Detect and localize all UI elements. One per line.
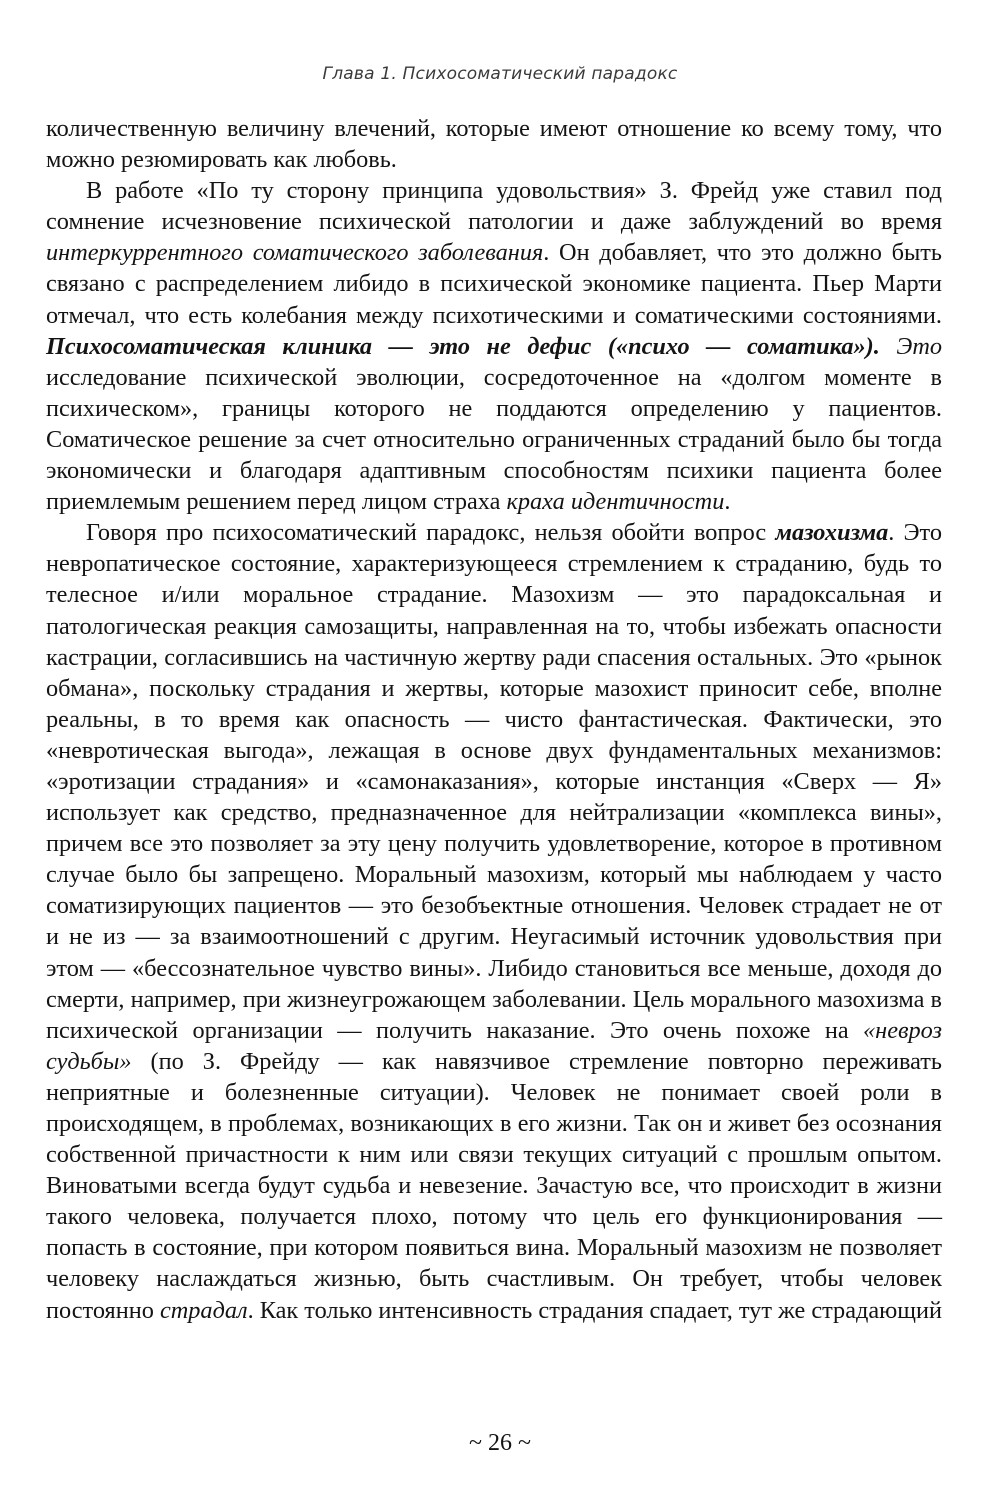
emphasis-suffered: страдал: [159, 1296, 248, 1324]
text-segment: . Это невропатическое состояние, характеризующееся стремлением к страданию, будь то телесное и/или моральное страдание. Мазохизм — это парадоксальная и патологическая реакция самозащиты, направленная на то, чтобы избежать опасности кастрации, согласившись на частичную жертву ради спасения остальных. Это «рынок обмана», поскольку страдания и жертвы, которые мазохист приносит себе, вполне реальны, в то время как опасность — чисто фантастическая. Фактически, это «невротическая выгода», лежащая в основе двух фундаментальных механизмов: «эротизации страдания» и «самонаказания», которые инстанция «Сверх — Я» использует как средство, предназначенное для нейтрализации «комплекса вины», причем все это позволяет за эту цену получить удовлетворение, которое в противном случае было бы запрещено. Моральный мазохизм, который мы наблюдаем у часто соматизирующих пациентов — это безобъектные отношения. Человек страдает не от и не из — за взаимоотношений с другим. Неугасимый источник удовольствия при этом — «бессознательное чувство вины». Либидо становиться все меньше, доходя до смерти, например, при жизнеугрожающем заболевании. Цель морального мазохизма в психической организации — получить наказание. Это очень похоже на: [46, 519, 943, 1044]
page-number: ~ 26 ~: [469, 1430, 531, 1456]
text-segment: (по З. Фрейду — как навязчивое стремление повторно переживать неприятные и болезненные ситуации). Человек не понимает своей роли в происходящем, в проблемах, возникающих в его жизни. Так он и живет без осознания собственной причастности к ним или связи текущих ситуаций с прошлым опытом. Виноватыми всегда будут судьба и невезение. Зачастую все, что происходит в жизни такого человека, получается плохо, потому что цель его функционирования — попасть в состояние, при котором появиться вина. Моральный мазохизм не позволяет человеку наслаждаться жизнью, быть счастливым. Он требует, чтобы человек постоянно: [46, 1047, 942, 1324]
paragraph-masochism: [46, 517, 942, 1325]
running-head: Глава 1. Психосоматический парадокс: [322, 64, 678, 84]
text-segment: Говоря про психосоматический парадокс, нельзя обойти вопрос: [86, 519, 776, 547]
paragraph-freud-pleasure-principle: [46, 175, 942, 517]
body-text: [46, 113, 942, 1326]
text-segment: исследование психической эволюции, сосредоточенное на «долгом моменте в психическом», границы которого не поддаются определению у пациентов. Соматическое решение за счет относительно ограниченных страданий было бы тогда экономически и благодаря адаптивным способностям психики пациента более приемлемым решением перед лицом страха: [46, 363, 942, 516]
text-segment: .: [724, 488, 731, 516]
emphasis-psychosomatic-clinic: Психосоматическая клиника — это не дефис («психо — соматика»).: [46, 332, 880, 360]
paragraph-continuation: [46, 113, 942, 175]
emphasis-eto: Это: [896, 332, 943, 360]
emphasis-intercurrent-disease: интеркуррентного соматического заболевания: [46, 239, 544, 267]
emphasis-fate-neurosis: «невроз судьбы»: [46, 1016, 942, 1075]
emphasis-masochism: мазохизма: [775, 519, 889, 547]
text-segment: . Он добавляет, что это должно быть связано с распределением либидо в психической экономике пациента. Пьер Марти отмечал, что есть колебания между психотическими и соматическими состояниями.: [46, 239, 942, 329]
text-segment: . Как только интенсивность страдания спадает, тут же страдающий: [247, 1296, 942, 1324]
text-segment: [880, 333, 897, 360]
text-segment: В работе «По ту сторону принципа удовольствия» З. Фрейд уже ставил под сомнение исчезновение психической патологии и даже заблуждений во время: [46, 177, 942, 236]
text-segment: количественную величину влечений, которые имеют отношение ко всему тому, что можно резюмировать как любовь.: [46, 115, 942, 174]
emphasis-identity-collapse: краха идентичности: [506, 488, 725, 516]
